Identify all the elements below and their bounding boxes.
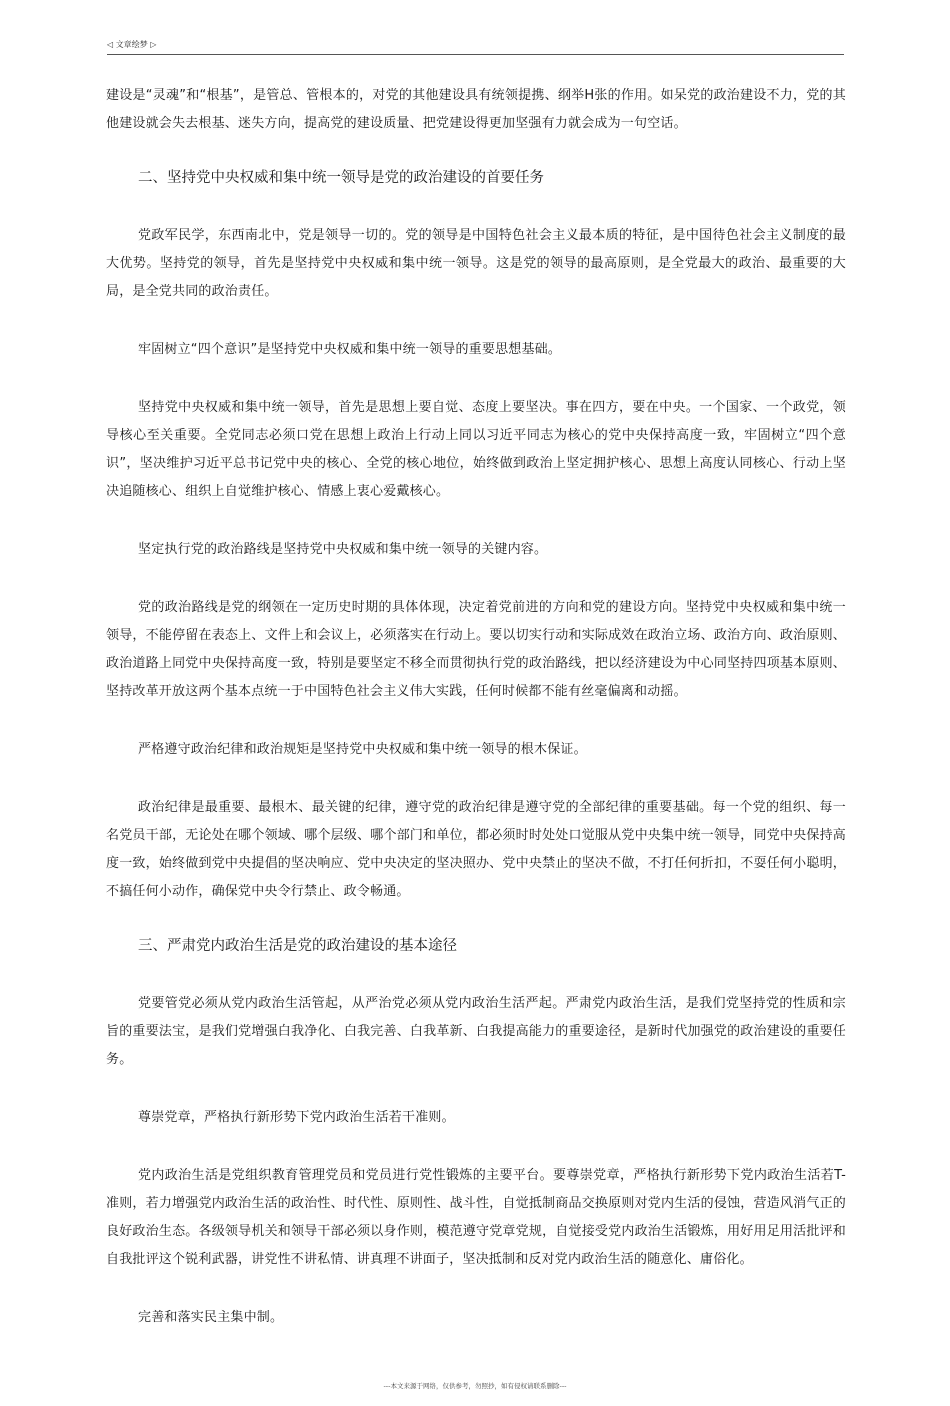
- header-text: ◁ 文章绘梦 ▷: [107, 40, 157, 49]
- paragraph: 政治纪律是最重要、最根木、最关键的纪律，遵守党的政治纪律是遵守党的全部纪律的重要基础。每一个党的组织、每一名党员干部，无论处在哪个领域、哪个层级、哪个部门和单位，都必须时时处处口觉服从党中央集中统一领导，同党中央保持高度一致，始终做到党中央提倡的坚决响应、党中央决定的坚决照办、党中央禁止的坚决不做，不打任何折扣，不耍任何小聪明，不搞任何小动作，确保党中央令行禁止、政令畅通。: [106, 800, 846, 899]
- section-heading-3: 三、严肃党内政治生活是党的政治建设的基本途径: [138, 938, 457, 954]
- paragraph: 党政军民学，东西南北中，党是领导一切的。党的领导是中国特色社会主义最本质的特征，是中国待色社会主义制度的最大优势。坚持党的领导，首先是坚持党中央权威和集中统一领导。这是党的领导的最高原则，是全党最大的政治、最重要的大局，是全党共同的政治责任。: [106, 228, 846, 299]
- paragraph: 坚持党中央权威和集中统一领导，首先是思想上要自觉、态度上要坚决。事在四方，要在中央。一个国家、一个政党，领导核心至关重要。全党同志必须口党在思想上政治上行动上同以习近平同志为核心的党中央保持高度一致，牢固树立“四个意识”，坚决维护习近平总书记党中央的核心、全党的核心地位，始终做到政治上坚定拥护核心、思想上高度认同核心、行动上坚决追随核心、组织上自觉维护核心、情感上衷心爱戴核心。: [106, 400, 846, 499]
- paragraph-subheading: 牢固树立“四个意识”是坚持党中央权威和集中统一领导的重要思想基础。: [138, 342, 562, 357]
- paragraph: 党内政治生活是党组织教育管理党员和党员进行党性锻炼的主要平台。要尊崇党章，严格执行新形势下党内政治生活若T-准则，若力增强党内政治生活的政治性、时代性、原则性、战斗性，自觉抵制商品交换原则对党内生活的侵蚀，营造风消气正的良好政治生态。各级领导机关和领导干部必须以身作则，模范遵守党章党规，自觉接受党内政治生活锻炼，用好用足用活批评和自我批评这个锐利武器，讲党性不讲私情、讲真理不讲面子，坚决抵制和反对党内政治生活的随意化、庸俗化。: [106, 1168, 846, 1267]
- section-heading-2: 二、坚持党中央权威和集中统一领导是党的政治建设的首要任务: [138, 170, 544, 186]
- paragraph-continuation: 建设是“灵魂”和“根基”，是管总、管根本的，对党的其他建设具有统领提携、纲举H张的作用。如呆党的政治建设不力，党的其他建设就会失去根基、迷失方向，提高党的建设质量、把党建设得更加坚强有力就会成为一句空话。: [106, 88, 846, 131]
- paragraph-subheading: 完善和落实民主集中制。: [138, 1310, 284, 1325]
- paragraph-subheading: 尊崇党章，严格执行新形势下党内政治生活若干准则。: [138, 1110, 455, 1125]
- paragraph: 党的政治路线是党的纲领在一定历史时期的具体体现，决定着党前进的方向和党的建设方向。坚持党中央权威和集中统一领导，不能停留在表态上、文件上和会议上，必须落实在行动上。要以切实行动和实际成效在政治立场、政治方向、政治原则、政治道路上同党中央保持高度一致，特别是要坚定不移全而贯彻执行党的政治路线，把以经济建设为中心同坚持四项基本原则、坚持改革开放这两个基本点统一于中国特色社会主义伟大实践，任何时候都不能有丝毫偏离和动摇。: [106, 600, 846, 699]
- document-body: [106, 82, 846, 1332]
- page-footer: ---本文来源于网络，仅供参考，勿照抄，如有侵权请联系删除---: [383, 1382, 567, 1390]
- paragraph: 党要管党必须从党内政治生活管起，从严治党必须从党内政治生活严起。严肃党内政治生活，是我们党坚持党的性质和宗旨的重要法宝，是我们党增强白我净化、白我完善、白我革新、白我提高能力的重要途径，是新时代加强党的政治建设的重要任务。: [106, 996, 846, 1067]
- paragraph-subheading: 坚定执行党的政治路线是坚持党中央权威和集中统一领导的关键内容。: [138, 542, 548, 557]
- paragraph-subheading: 严格遵守政治纪律和政治规矩是坚持党中央权威和集中统一领导的根木保证。: [138, 742, 587, 757]
- page-header: [107, 38, 844, 55]
